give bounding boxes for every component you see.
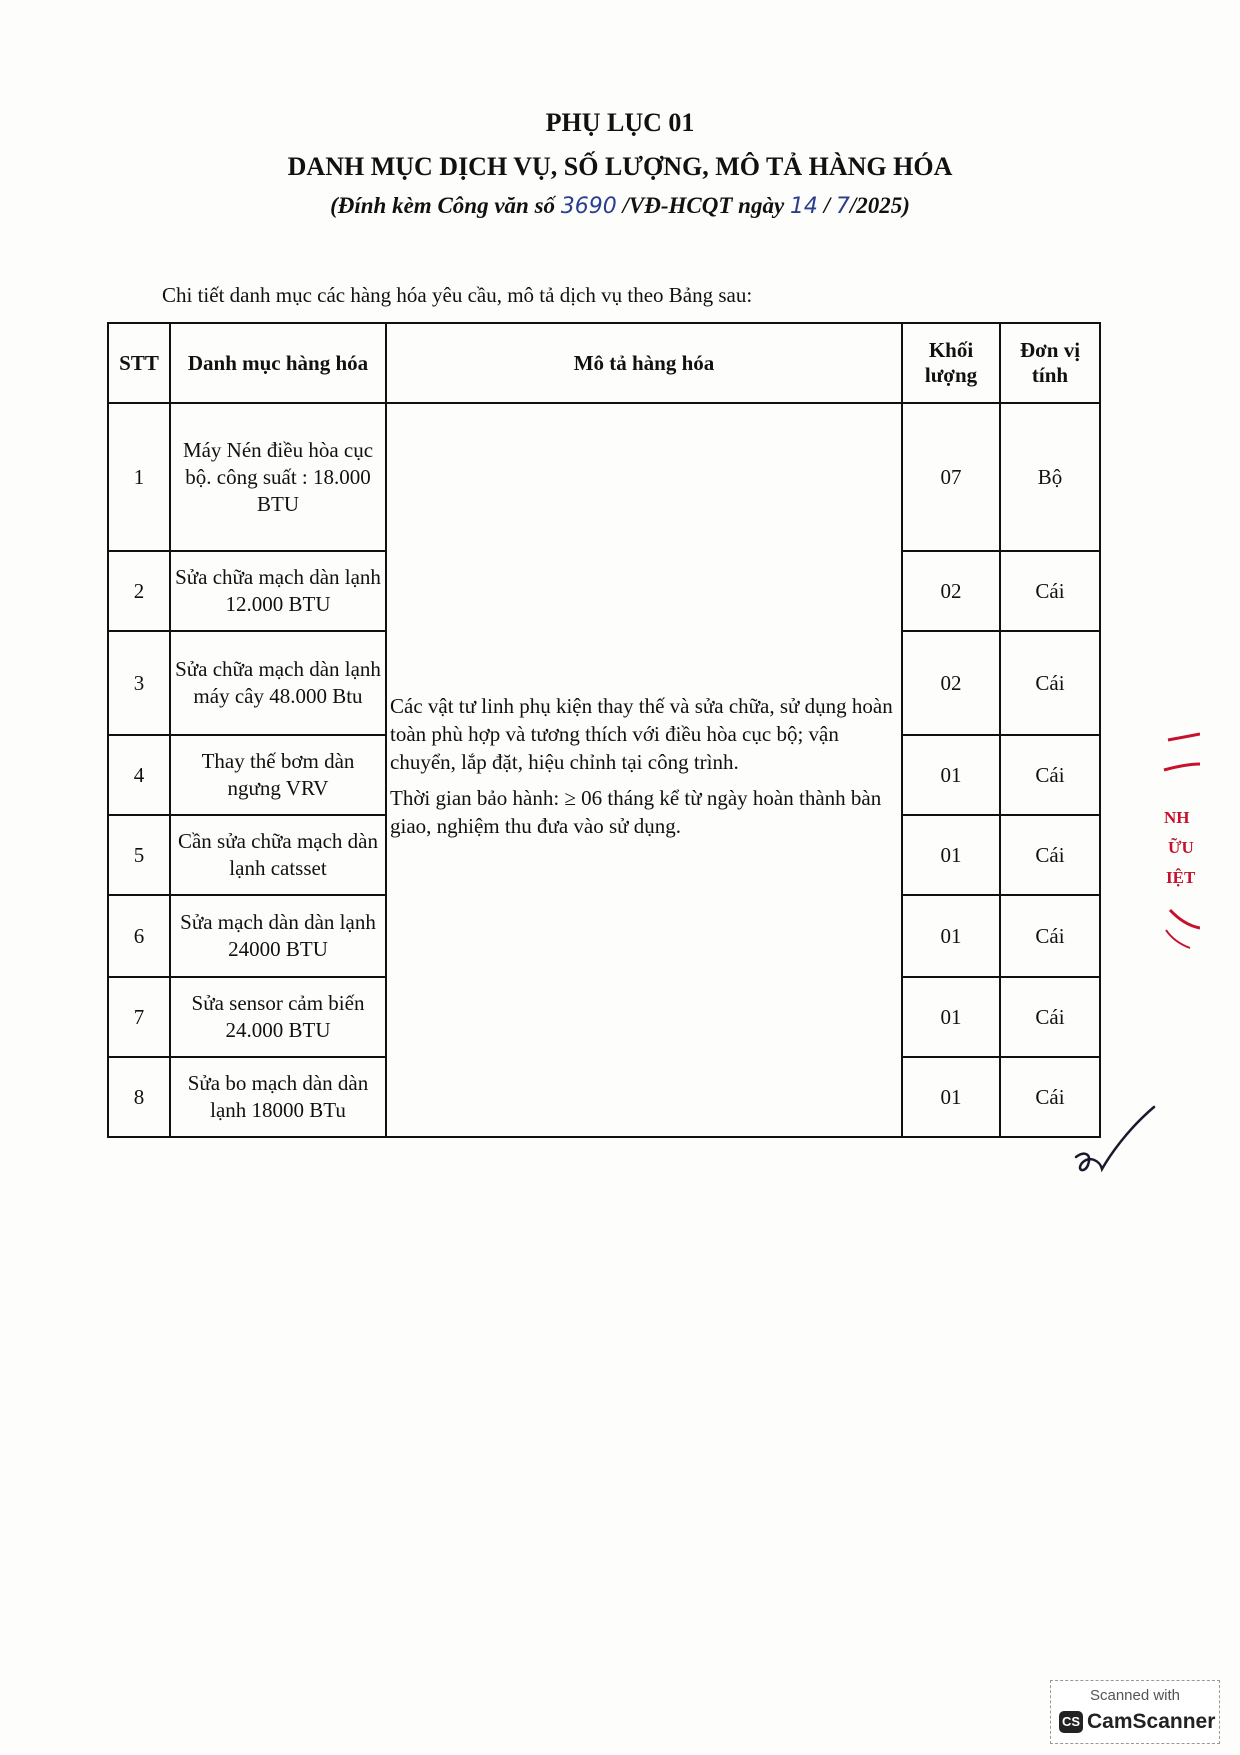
row-unit: Cái — [1000, 735, 1100, 815]
stamp-text: IỆT — [1166, 868, 1196, 887]
row-item: Máy Nén điều hòa cục bộ. công suất : 18.000 BTU — [170, 403, 386, 551]
handwritten-doc-number: 3690 — [560, 194, 617, 219]
header-item: Danh mục hàng hóa — [170, 323, 386, 403]
row-stt: 7 — [108, 977, 170, 1057]
row-quantity: 01 — [902, 815, 1000, 895]
row-unit: Cái — [1000, 551, 1100, 631]
row-quantity: 01 — [902, 1057, 1000, 1137]
shared-description-cell — [386, 403, 902, 1137]
header-quantity: Khối lượng — [902, 323, 1000, 403]
row-unit: Cái — [1000, 977, 1100, 1057]
row-quantity: 02 — [902, 551, 1000, 631]
row-stt: 4 — [108, 735, 170, 815]
description-paragraph: Các vật tư linh phụ kiện thay thế và sửa chữa, sử dụng hoàn toàn phù hợp và tương thích với điều hòa cục bộ; vận chuyển, lắp đặt, hiệu chỉnh tại công trình. — [390, 694, 893, 774]
row-stt: 2 — [108, 551, 170, 631]
row-quantity: 02 — [902, 631, 1000, 735]
date-separator: / — [823, 193, 831, 218]
row-unit: Bộ — [1000, 403, 1100, 551]
row-unit: Cái — [1000, 1057, 1100, 1137]
header-unit: Đơn vị tính — [1000, 323, 1100, 403]
table-header-row — [108, 323, 1100, 403]
intro-text: Chi tiết danh mục các hàng hóa yêu cầu, mô tả dịch vụ theo Bảng sau: — [162, 283, 753, 307]
watermark-brand: CamScanner — [1087, 1710, 1216, 1733]
row-item: Sửa mạch dàn dàn lạnh 24000 BTU — [170, 895, 386, 977]
row-stt: 3 — [108, 631, 170, 735]
row-stt: 6 — [108, 895, 170, 977]
camscanner-watermark — [1050, 1680, 1220, 1744]
partial-red-stamp — [1160, 730, 1200, 950]
watermark-caption: Scanned with — [1089, 1687, 1181, 1704]
table-row — [108, 403, 1100, 551]
row-stt: 8 — [108, 1057, 170, 1137]
appendix-title: PHỤ LỤC 01 — [545, 108, 695, 137]
row-item: Sửa sensor cảm biến 24.000 BTU — [170, 977, 386, 1057]
header-stt: STT — [108, 323, 170, 403]
handwritten-initials — [1070, 1095, 1160, 1185]
row-quantity: 07 — [902, 403, 1000, 551]
stamp-text: NH — [1164, 808, 1190, 827]
row-stt: 5 — [108, 815, 170, 895]
row-unit: Cái — [1000, 631, 1100, 735]
document-heading: DANH MỤC DỊCH VỤ, SỐ LƯỢNG, MÔ TẢ HÀNG HÓA — [287, 152, 953, 181]
reference-suffix: /2025) — [849, 193, 910, 218]
goods-table — [107, 322, 1101, 1138]
stamp-text: ỮU — [1168, 838, 1194, 857]
camscanner-logo-icon: CS — [1059, 1711, 1083, 1733]
reference-mid: /VĐ-HCQT ngày — [622, 193, 785, 218]
row-quantity: 01 — [902, 977, 1000, 1057]
row-stt: 1 — [108, 403, 170, 551]
row-quantity: 01 — [902, 735, 1000, 815]
header-description: Mô tả hàng hóa — [386, 323, 902, 403]
row-quantity: 01 — [902, 895, 1000, 977]
warranty-paragraph: Thời gian bảo hành: ≥ 06 tháng kể từ ngày hoàn thành bàn giao, nghiệm thu đưa vào sử dụng. — [390, 786, 882, 838]
handwritten-month: 7 — [835, 194, 850, 219]
row-unit: Cái — [1000, 815, 1100, 895]
reference-prefix: (Đính kèm Công văn số — [330, 193, 556, 218]
row-item: Sửa chữa mạch dàn lạnh máy cây 48.000 Btu — [170, 631, 386, 735]
row-item: Cần sửa chữa mạch dàn lạnh catsset — [170, 815, 386, 895]
row-item: Sửa bo mạch dàn dàn lạnh 18000 BTu — [170, 1057, 386, 1137]
row-unit: Cái — [1000, 895, 1100, 977]
handwritten-day: 14 — [789, 194, 818, 219]
row-item: Sửa chữa mạch dàn lạnh 12.000 BTU — [170, 551, 386, 631]
document-reference — [0, 193, 1240, 219]
row-item: Thay thế bơm dàn ngưng VRV — [170, 735, 386, 815]
